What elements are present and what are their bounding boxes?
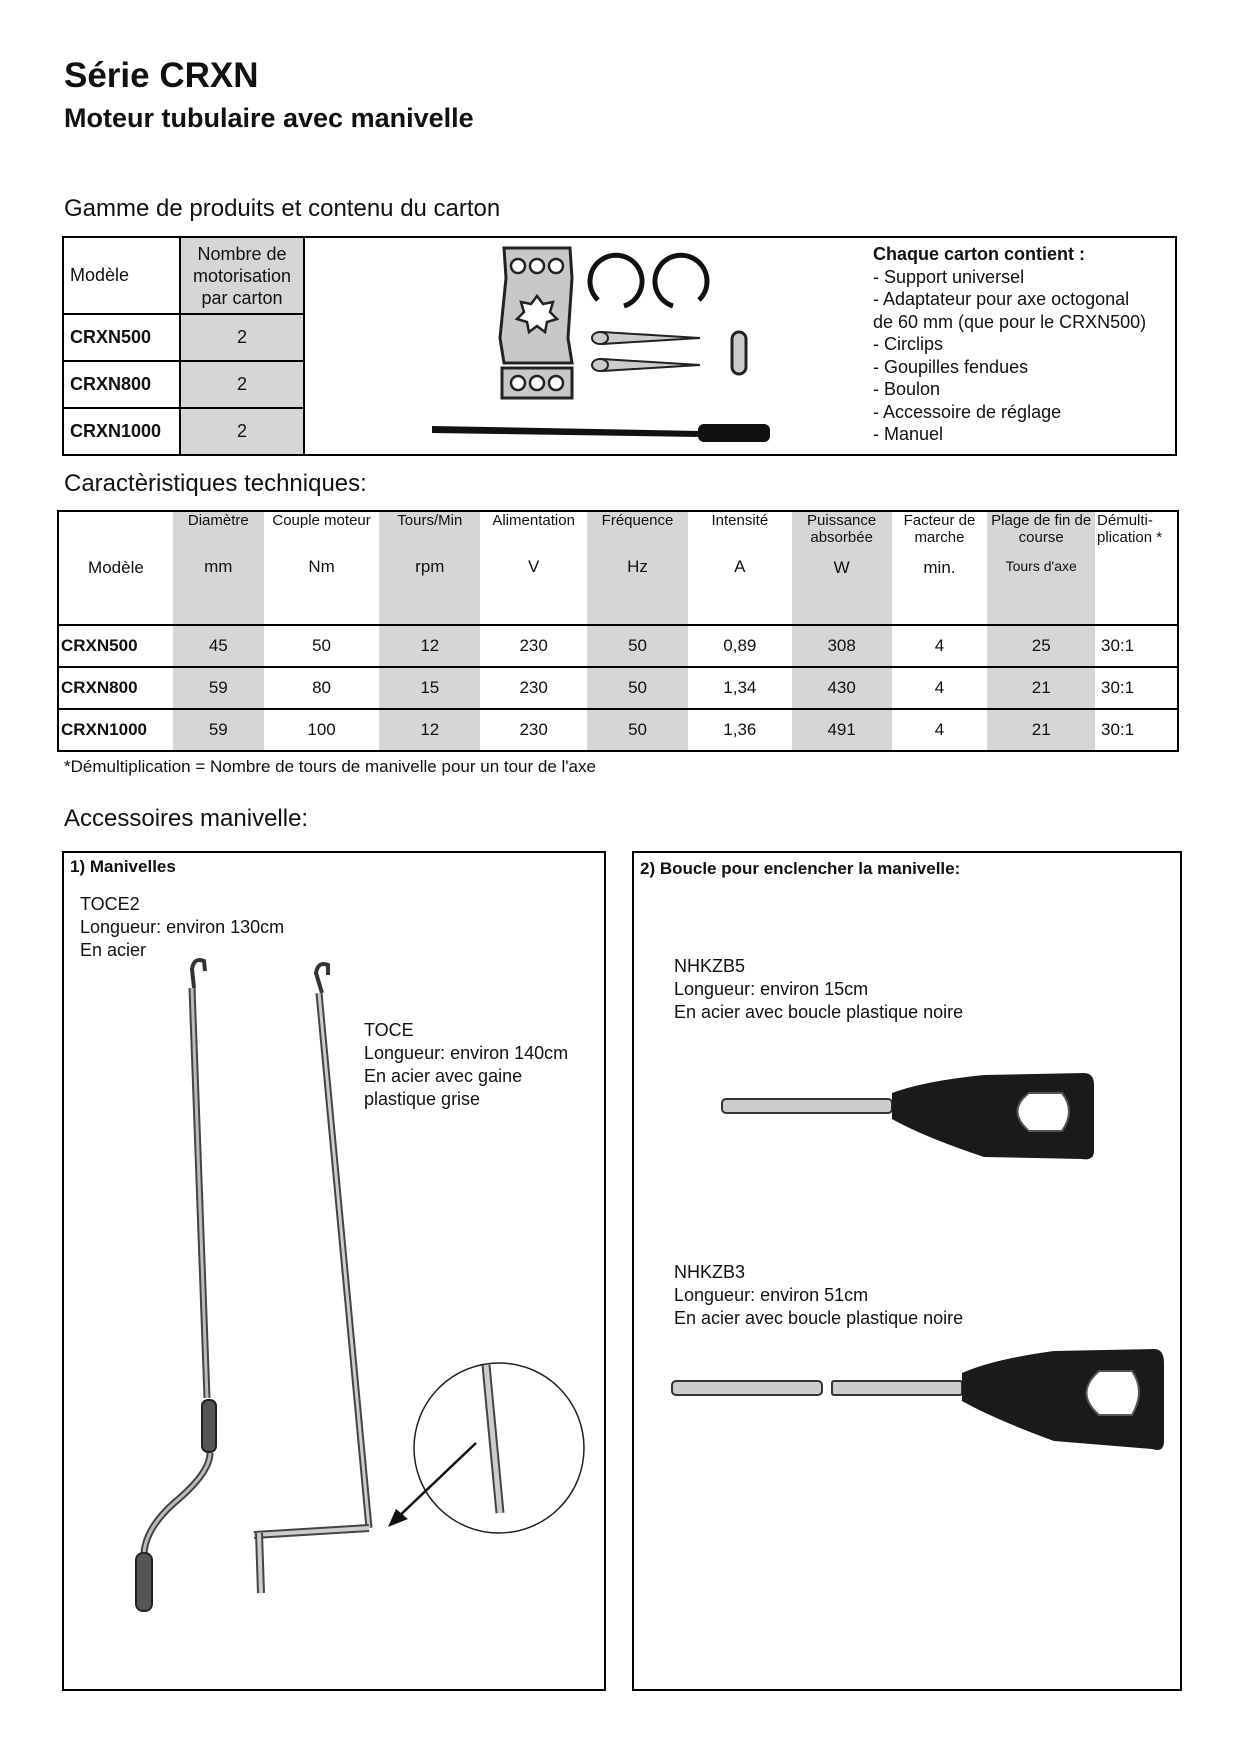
specs-col-header: Tours/Min rpm [379, 511, 480, 625]
table-row [64, 314, 304, 361]
specs-col-header: Puissance absorbée W [792, 511, 892, 625]
bolt-icon [732, 332, 746, 374]
range-col-count: Nombre de motorisation par carton [180, 238, 304, 314]
specs-col-header: Fréquence Hz [587, 511, 688, 625]
specs-section-title: Caractèristiques techniques: [64, 470, 367, 497]
range-col-model: Modèle [64, 238, 180, 314]
toce-description: TOCE Longueur: environ 140cm En acier avec gaine plastique grise [364, 1020, 569, 1109]
page-subtitle: Moteur tubulaire avec manivelle [64, 103, 474, 133]
universal-bracket-icon [500, 248, 572, 398]
list-item: - Circlips [873, 334, 943, 354]
table-row [64, 408, 304, 454]
list-item: - Support universel [873, 266, 1025, 287]
carton-parts-illustration [420, 238, 820, 453]
list-item: - Adaptateur pour axe octogonal [873, 289, 1130, 309]
count-cell: 2 [180, 408, 304, 454]
carton-contents-list [873, 243, 1146, 446]
toce2-crank-icon [136, 960, 216, 1611]
model-cell: CRXN500 [64, 314, 180, 361]
toce2-description: TOCE2 Longueur: environ 130cm En acier [80, 894, 285, 960]
list-item: - Manuel [873, 424, 944, 444]
carton-contents-title: Chaque carton contient : [873, 244, 1086, 264]
crank-eye-box-title: 2) Boucle pour enclencher la manivelle: [640, 859, 961, 878]
specs-col-header: Diamètre mm [173, 511, 264, 625]
count-cell: 2 [180, 314, 304, 361]
crank-eye-box [632, 851, 1182, 1691]
nhkzb3-description: NHKZB3 Longueur: environ 51cm En acier avec boucle plastique noire [674, 1262, 964, 1328]
list-item: de 60 mm (que pour le CRXN500) [873, 311, 1147, 332]
page-title: Série CRXN [64, 56, 259, 95]
specs-col-header: Plage de fin de course Tours d'axe [987, 511, 1095, 625]
specs-footnote: *Démultiplication = Nombre de tours de manivelle pour un tour de l'axe [64, 757, 596, 776]
specs-col-header: Couple moteur Nm [272, 512, 371, 576]
specs-col-header: Intensité A [711, 512, 769, 576]
crank-eye-illustration [634, 853, 1180, 1689]
range-table [64, 238, 305, 454]
accessories-section-title: Accessoires manivelle: [64, 805, 309, 832]
specs-col-header: Alimentation V [492, 512, 575, 576]
model-cell: CRXN1000 [64, 408, 180, 454]
specs-col-header: Démulti-plication * [1097, 512, 1163, 546]
circlip-icon [590, 255, 707, 306]
detail-zoom-icon [388, 1363, 584, 1533]
table-row: CRXN1000 59 100 12 230 50 1,36 491 4 21 30:1 [58, 709, 1178, 751]
nhkzb3-crank-eye-icon [672, 1349, 1164, 1450]
list-item: - Boulon [873, 379, 941, 399]
range-section-title: Gamme de produits et contenu du carton [64, 195, 501, 222]
count-cell: 2 [180, 361, 304, 408]
cranks-box [62, 851, 606, 1691]
adjustment-tool-icon [432, 424, 770, 442]
cranks-illustration [64, 853, 604, 1689]
toce-crank-icon [254, 964, 369, 1593]
list-item: - Goupilles fendues [873, 356, 1029, 377]
list-item: - Accessoire de réglage [873, 401, 1062, 422]
cranks-box-title: 1) Manivelles [70, 857, 176, 876]
table-row: CRXN800 59 80 15 230 50 1,34 430 4 21 30:1 [58, 667, 1178, 709]
specs-col-model: Modèle [88, 558, 144, 577]
cotter-pin-icon [592, 332, 700, 371]
table-row: CRXN500 45 50 12 230 50 0,89 308 4 25 30:1 [58, 625, 1178, 667]
nhkzb5-crank-eye-icon [722, 1073, 1094, 1159]
model-cell: CRXN800 [64, 361, 180, 408]
nhkzb5-description: NHKZB5 Longueur: environ 15cm En acier avec boucle plastique noire [674, 956, 964, 1022]
specs-col-header: Facteur de marche min. [903, 512, 976, 577]
specs-table [57, 510, 1179, 752]
table-row [64, 361, 304, 408]
